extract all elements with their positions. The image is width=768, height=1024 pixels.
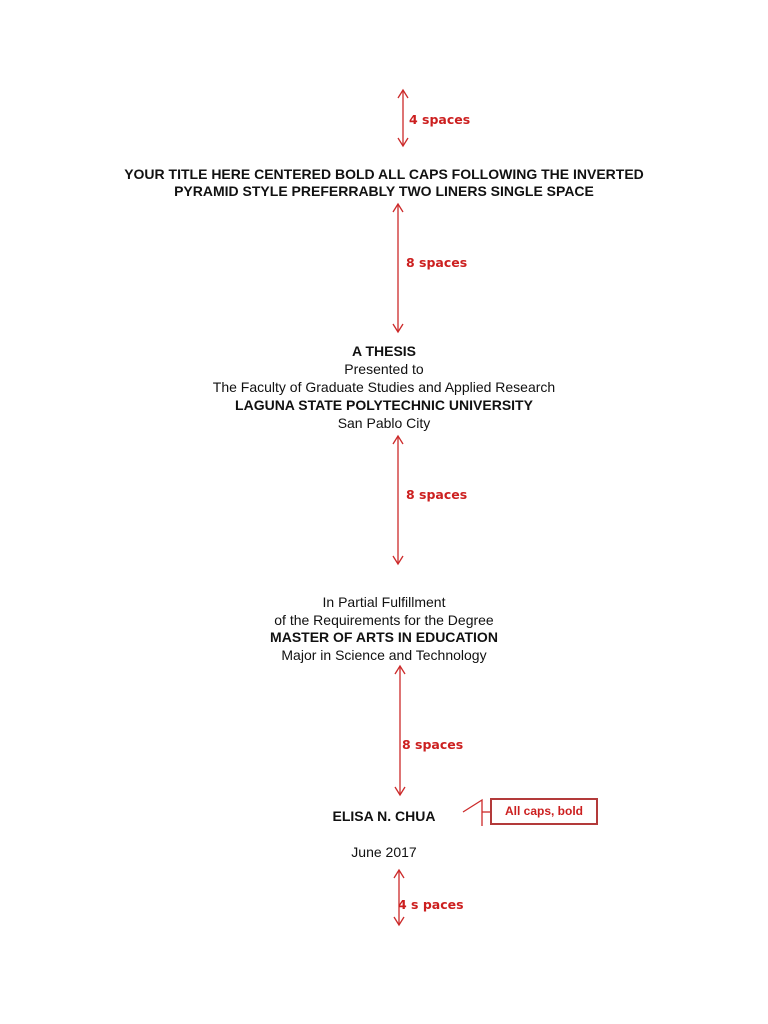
city-name: San Pablo City xyxy=(337,415,431,431)
spacing-note-top: 4 spaces xyxy=(409,112,471,127)
thesis-title-line-1: YOUR TITLE HERE CENTERED BOLD ALL CAPS FOLLOWING THE INVERTED xyxy=(124,166,644,182)
thesis-title-line-2: PYRAMID STYLE PREFERRABLY TWO LINERS SINGLE SPACE xyxy=(174,183,594,199)
author-format-callout: All caps, bold xyxy=(490,798,598,825)
double-arrow-icon xyxy=(398,90,408,146)
fulfillment-line-1: In Partial Fulfillment xyxy=(322,594,446,610)
university-name: LAGUNA STATE POLYTECHNIC UNIVERSITY xyxy=(235,397,533,413)
presented-to: Presented to xyxy=(344,361,424,377)
double-arrow-icon xyxy=(393,436,403,564)
thesis-heading: A THESIS xyxy=(351,343,417,359)
degree-name: MASTER OF ARTS IN EDUCATION xyxy=(270,629,498,645)
double-arrow-icon xyxy=(393,204,403,332)
spacing-note-after-title: 8 spaces xyxy=(406,255,468,270)
author-name: ELISA N. CHUA xyxy=(332,808,436,824)
submission-date: June 2017 xyxy=(351,844,417,860)
spacing-note-after-thesis: 8 spaces xyxy=(406,487,468,502)
spacing-note-bottom: 4 s paces xyxy=(398,897,464,912)
spacing-note-after-degree: 8 spaces xyxy=(402,737,464,752)
fulfillment-line-2: of the Requirements for the Degree xyxy=(274,612,494,628)
double-arrow-icon xyxy=(395,666,405,795)
faculty-name: The Faculty of Graduate Studies and Applied Research xyxy=(212,379,556,395)
major-name: Major in Science and Technology xyxy=(281,647,487,663)
